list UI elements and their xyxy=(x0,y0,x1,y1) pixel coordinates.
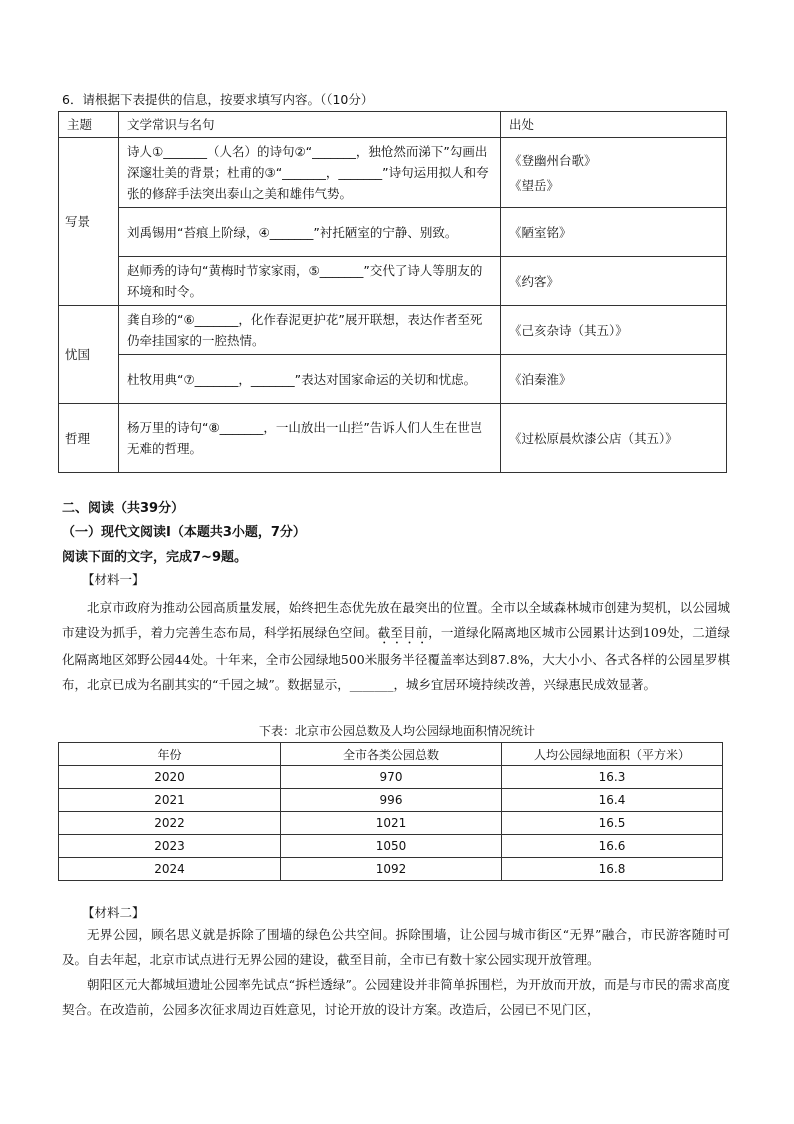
section-sub-heading: （一）现代文阅读I（本题共3小题，7分） xyxy=(62,525,306,540)
question-6-title: 6．请根据下表提供的信息，按要求填写内容。（（10分） xyxy=(62,92,374,107)
emphasized-text: 截至目前 xyxy=(377,625,429,640)
material-1-label: 【材料一】 xyxy=(82,572,145,587)
header-cell: 主题 xyxy=(59,112,119,138)
content-cell: 杜牧用典“⑦_______，_______”表达对国家命运的关切和忧虑。 xyxy=(119,355,501,404)
theme-cell: 哲理 xyxy=(59,404,119,473)
content-cell: 杨万里的诗句“⑧_______，一山放出一山拦”告诉人们人生在世岂无难的哲理。 xyxy=(119,404,501,473)
table-row xyxy=(59,789,723,812)
content-cell: 赵师秀的诗句“黄梅时节家家雨，⑤_______”交代了诗人等朋友的环境和时令。 xyxy=(119,257,501,306)
table-header-row xyxy=(59,112,727,138)
table-caption: 下表：北京市公园总数及人均公园绿地面积情况统计 xyxy=(258,724,535,738)
literature-table xyxy=(58,111,727,473)
table-row xyxy=(59,835,723,858)
green-area-cell: 16.8 xyxy=(502,858,723,881)
year-cell: 2024 xyxy=(59,858,281,881)
green-area-cell: 16.5 xyxy=(502,812,723,835)
table-row xyxy=(59,257,727,306)
green-area-cell: 16.3 xyxy=(502,766,723,789)
reading-instruction: 阅读下面的文字，完成7~9题。 xyxy=(62,550,247,565)
table-row xyxy=(59,766,723,789)
source-text: 《登幽州台歌》 xyxy=(509,152,597,168)
theme-cell: 忧国 xyxy=(59,306,119,404)
park-count-cell: 1050 xyxy=(281,835,502,858)
header-cell: 人均公园绿地面积（平方米） xyxy=(502,743,723,766)
source-cell xyxy=(501,138,727,208)
table-row xyxy=(59,208,727,257)
table-row xyxy=(59,138,727,208)
green-area-cell: 16.4 xyxy=(502,789,723,812)
park-count-cell: 970 xyxy=(281,766,502,789)
source-cell: 《己亥杂诗（其五）》 xyxy=(501,306,727,355)
table-row xyxy=(59,355,727,404)
source-cell: 《约客》 xyxy=(501,257,727,306)
table-row xyxy=(59,812,723,835)
paragraph-text: 北京市政府为推动公园高质量发展，始终把生态优先放在最突出的位置。全市以全域森林城市创建为契机，以公园城市建设为抓手，着力完善生态布局，科学拓展绿色空间。 xyxy=(62,600,730,640)
header-cell: 文学常识与名句 xyxy=(119,112,501,138)
table-header-row xyxy=(59,743,723,766)
content-cell: 龚自珍的“⑥_______，化作春泥更护花”展开联想，表达作者至死仍牵挂国家的一腔热情。 xyxy=(119,306,501,355)
content-cell: 刘禹锡用“苔痕上阶绿，④_______”衬托陋室的宁静、别致。 xyxy=(119,208,501,257)
section-heading: 二、阅读（共39分） xyxy=(62,501,185,516)
material-2-paragraph-1: 无界公园，顾名思义就是拆除了围墙的绿色公共空间。拆除围墙，让公园与城市街区“无界”融合，市民游客随时可及。自去年起，北京市试点进行无界公园的建设，截至目前，全市已有数十家公园实现开放管理。 xyxy=(62,927,730,967)
source-cell: 《过松原晨炊漆公店（其五）》 xyxy=(501,404,727,473)
material-2-paragraph-2: 朝阳区元大都城垣遗址公园率先试点“拆栏透绿”。公园建设并非简单拆围栏，为开放而开放，而是与市民的需求高度契合。在改造前，公园多次征求周边百姓意见，讨论开放的设计方案。改造后，公园已不见门区， xyxy=(62,977,730,1017)
park-count-cell: 1092 xyxy=(281,858,502,881)
source-cell: 《陋室铭》 xyxy=(501,208,727,257)
header-cell: 全市各类公园总数 xyxy=(281,743,502,766)
park-count-cell: 996 xyxy=(281,789,502,812)
source-cell: 《泊秦淮》 xyxy=(501,355,727,404)
green-area-cell: 16.6 xyxy=(502,835,723,858)
source-text: 《望岳》 xyxy=(509,177,560,193)
material-2-label: 【材料二】 xyxy=(82,905,145,920)
year-cell: 2021 xyxy=(59,789,281,812)
table-row xyxy=(59,404,727,473)
header-cell: 出处 xyxy=(501,112,727,138)
theme-cell: 写景 xyxy=(59,138,119,306)
year-cell: 2023 xyxy=(59,835,281,858)
table-row xyxy=(59,858,723,881)
park-stats-table xyxy=(58,742,723,881)
year-cell: 2020 xyxy=(59,766,281,789)
material-1-paragraph xyxy=(62,595,730,697)
paragraph-text: ，一道绿化隔离地区城市公园累计达到109处，二道绿化隔离地区郊野公园44处。十年来，全市公园绿地500米服务半径覆盖率达到87.8%，大大小小、各式各样的公园星罗棋布，北京已成为名副其实的“千园之城”。数据显示，_______，城乡宜居环境持续改善，兴绿惠民成效显著。 xyxy=(62,625,730,692)
park-count-cell: 1021 xyxy=(281,812,502,835)
table-row xyxy=(59,306,727,355)
content-cell: 诗人①_______（人名）的诗句②“_______，独怆然而涕下”勾画出深邃壮美的背景；杜甫的③“_______，_______”诗句运用拟人和夸张的修辞手法突出泰山之美和雄伟气势。 xyxy=(119,138,501,208)
header-cell: 年份 xyxy=(59,743,281,766)
year-cell: 2022 xyxy=(59,812,281,835)
